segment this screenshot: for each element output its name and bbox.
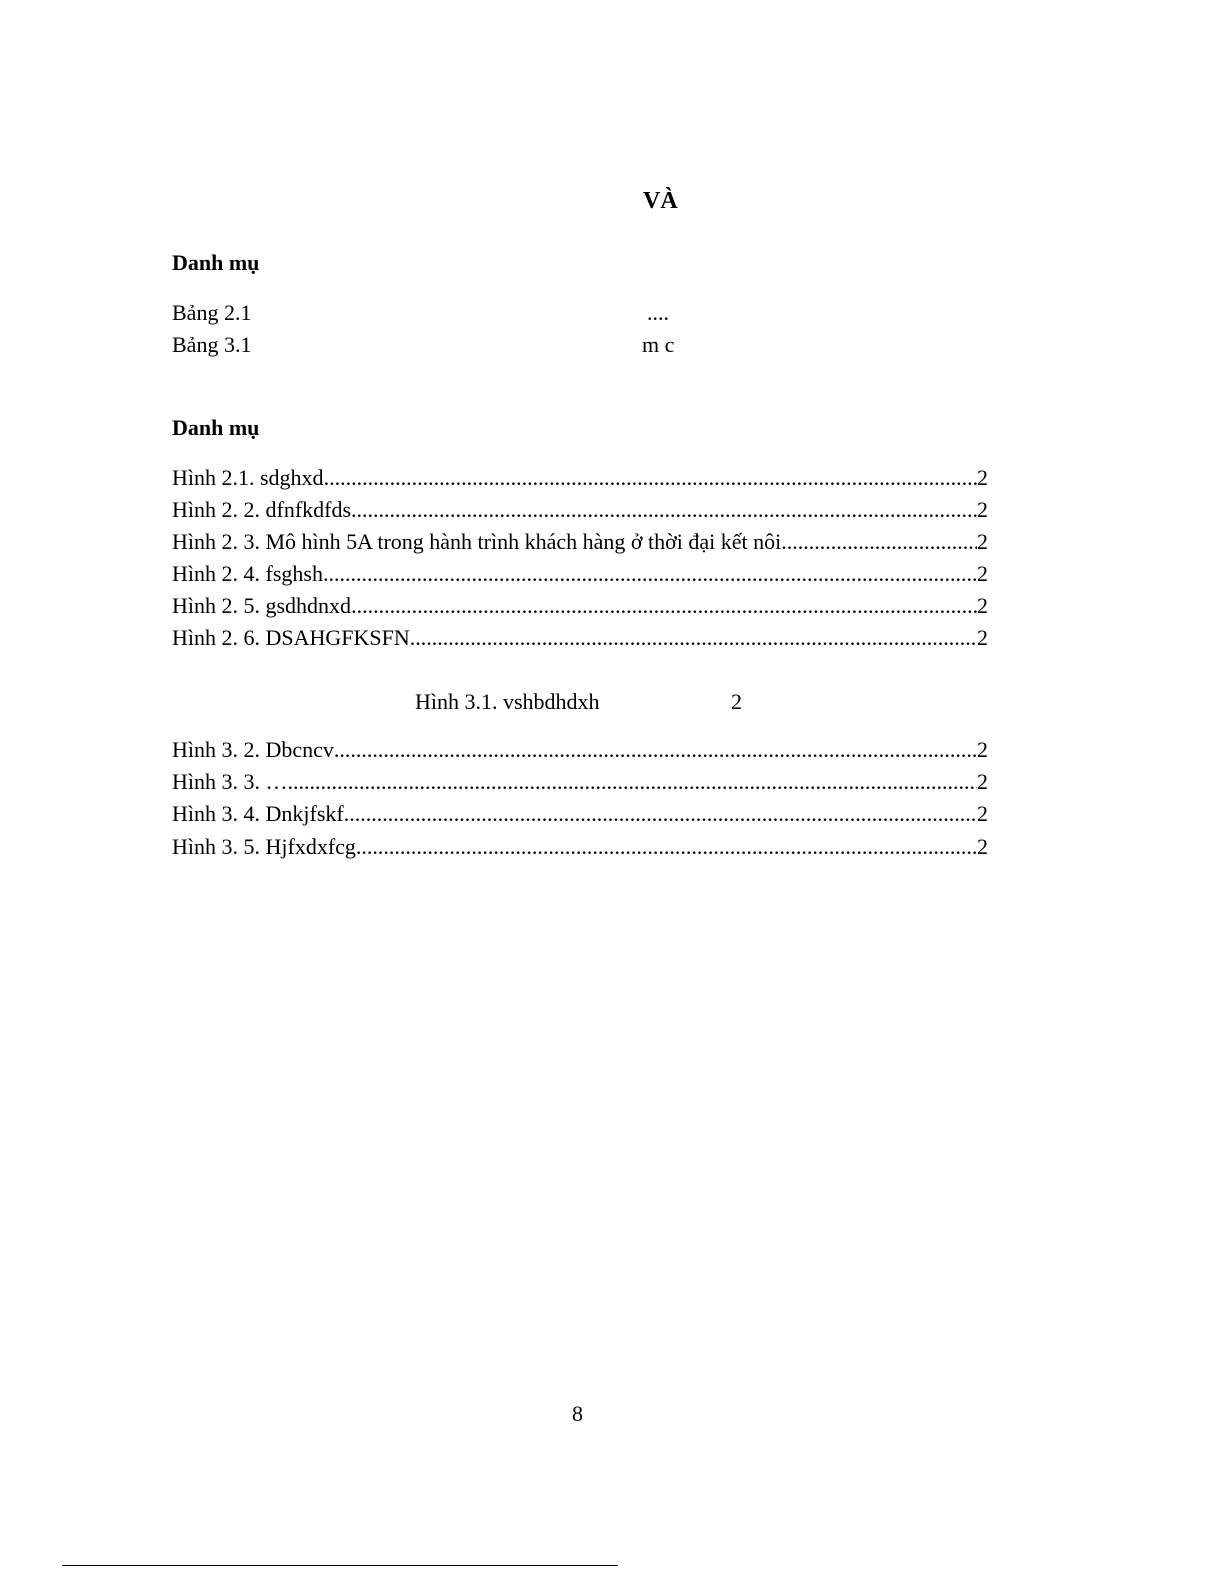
toc-entry-page: 2 <box>977 593 988 618</box>
toc-entry[interactable] <box>172 734 988 766</box>
toc-entry-page: 2 <box>977 737 988 762</box>
toc-leader-dots <box>356 831 977 863</box>
toc-leader-dots <box>781 526 977 558</box>
toc-leader-dots <box>288 766 978 798</box>
toc-entry[interactable] <box>172 831 988 863</box>
toc-entry-label: Hình 3. 2. Dbcncv <box>172 737 334 762</box>
toc-entry-label: Hình 2. 6. DSAHGFKSFN <box>172 625 410 650</box>
toc-leader-dots <box>351 590 977 622</box>
toc-entry-label: Hình 2. 5. gsdhdnxd <box>172 593 352 618</box>
table-entry-label: Bảng 2.1 <box>172 300 252 325</box>
page-number: 8 <box>572 1401 583 1426</box>
toc-entry-label: Hình 3. 4. Dnkjfskf <box>172 801 344 826</box>
toc-entry-label: Hình 2. 2. dfnfkdfds <box>172 497 352 522</box>
document-title: VÀ <box>643 188 678 214</box>
toc-leader-dots <box>344 798 977 830</box>
table-entry-dots: .... <box>647 300 669 325</box>
toc-entry[interactable] <box>172 558 988 590</box>
toc-entry-page: 2 <box>977 769 988 794</box>
toc-entry-page: 2 <box>977 529 988 554</box>
table-entry-label: Bảng 3.1 <box>172 332 252 357</box>
toc-entry-label: Hình 3. 3. … <box>172 769 288 794</box>
figure-3-1-label[interactable]: Hình 3.1. vshbdhdxh <box>415 689 600 714</box>
table-entry-fragment: m c <box>642 332 675 357</box>
figure-3-1-page: 2 <box>731 689 742 714</box>
toc-entry[interactable] <box>172 766 988 798</box>
toc-entry-page: 2 <box>977 561 988 586</box>
toc-entry-label: Hình 2.1. sdghxd <box>172 465 324 490</box>
toc-entry-page: 2 <box>977 625 988 650</box>
toc-entry-label: Hình 2. 4. fsghsh <box>172 561 323 586</box>
toc-entry-label: Hình 3. 5. Hjfxdxfcg <box>172 834 356 859</box>
toc-leader-dots <box>351 494 977 526</box>
toc-entry-page: 2 <box>977 465 988 490</box>
toc-entry[interactable] <box>172 462 988 494</box>
toc-entry-page: 2 <box>977 801 988 826</box>
toc-leader-dots <box>334 734 977 766</box>
toc-entry[interactable] <box>172 526 988 558</box>
page-bottom-rule <box>62 1565 618 1566</box>
toc-leader-dots <box>324 462 977 494</box>
toc-entry-page: 2 <box>977 497 988 522</box>
toc-entry-label: Hình 2. 3. Mô hình 5A trong hành trình khách hàng ở thời đại kết nôi <box>172 529 782 554</box>
toc-entry[interactable] <box>172 798 988 830</box>
toc-entry-page: 2 <box>977 834 988 859</box>
toc-leader-dots <box>323 558 977 590</box>
tables-list-heading: Danh mụ <box>172 250 260 275</box>
toc-leader-dots <box>410 622 977 654</box>
figures-list-heading: Danh mụ <box>172 415 260 440</box>
toc-entry[interactable] <box>172 622 988 654</box>
toc-entry[interactable] <box>172 494 988 526</box>
toc-entry[interactable] <box>172 590 988 622</box>
